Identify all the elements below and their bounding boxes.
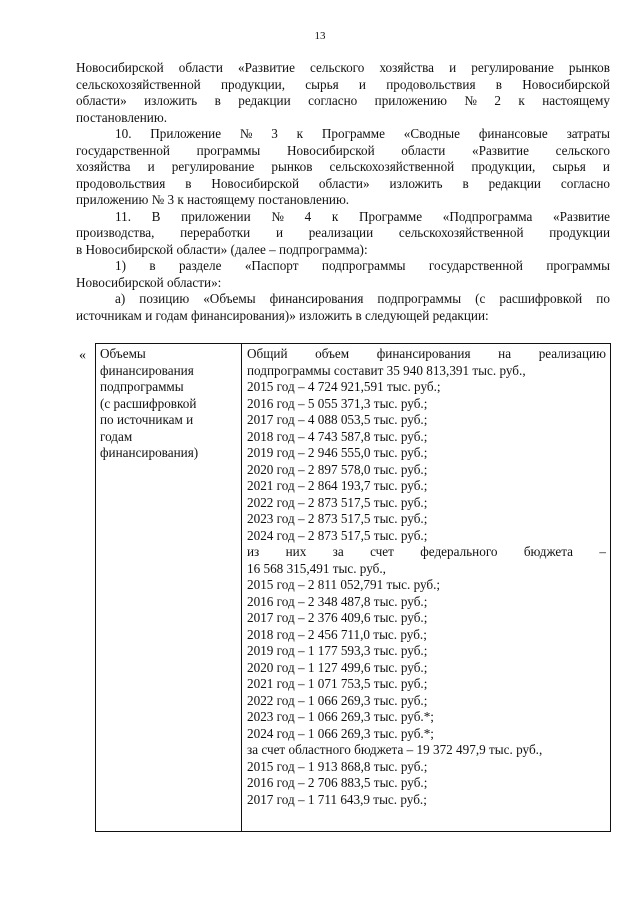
financing-line: 2024 год – 1 066 269,3 тыс. руб.*; — [247, 725, 434, 741]
label-line: финансирования — [100, 362, 194, 378]
paragraph-continuation — [76, 60, 610, 126]
row-label-cell — [96, 344, 242, 832]
financing-line: 2022 год – 2 873 517,5 тыс. руб.; — [247, 494, 428, 510]
financing-line: подпрограммы составит 35 940 813,391 тыс. руб., — [247, 362, 526, 378]
text-line: государственной программы Новосибирской области «Развитие сельского — [76, 142, 610, 158]
row-content-cell — [242, 344, 611, 832]
text-line: 11. В приложении № 4 к Программе «Подпрограмма «Развитие — [115, 208, 610, 224]
financing-line: 2023 год – 2 873 517,5 тыс. руб.; — [247, 511, 428, 526]
financing-line: 2024 год – 2 873 517,5 тыс. руб.; — [247, 527, 428, 543]
text-line: хозяйства и регулирование рынков сельскохозяйственной продукции, сырья и — [76, 159, 610, 174]
label-line: (с расшифровкой — [100, 395, 197, 411]
table-row — [96, 344, 611, 832]
paragraph-item-11 — [76, 209, 610, 259]
financing-line: 2020 год – 2 897 578,0 тыс. руб.; — [247, 461, 428, 477]
financing-line: 2015 год – 4 724 921,591 тыс. руб.; — [247, 379, 441, 394]
text-line: а) позицию «Объемы финансирования подпрограммы (с расшифровкой по — [115, 291, 610, 306]
text-line: в Новосибирской области» (далее – подпрограмма): — [76, 241, 368, 257]
financing-line: 2018 год – 4 743 587,8 тыс. руб.; — [247, 428, 428, 444]
financing-line: 2023 год – 1 066 269,3 тыс. руб.*; — [247, 709, 434, 724]
financing-table — [95, 343, 611, 832]
financing-line: 2022 год – 1 066 269,3 тыс. руб.; — [247, 692, 428, 708]
financing-line: 2019 год – 1 177 593,3 тыс. руб.; — [247, 643, 428, 658]
financing-line: 2017 год – 2 376 409,6 тыс. руб.; — [247, 610, 428, 625]
financing-line: 2015 год – 2 811 052,791 тыс. руб.; — [247, 577, 441, 592]
text-line: сельскохозяйственной продукции, сырья и продовольствия в Новосибирской — [76, 76, 610, 92]
financing-line: Общий объем финансирования на реализацию — [247, 346, 606, 361]
financing-line: 2017 год – 1 711 643,9 тыс. руб.; — [247, 791, 427, 807]
opening-quote-mark: « — [79, 348, 86, 363]
paragraph-subitem-1 — [76, 258, 610, 291]
paragraph-item-10 — [76, 126, 610, 209]
financing-line: 2020 год – 1 127 499,6 тыс. руб.; — [247, 659, 428, 675]
financing-line: за счет областного бюджета – 19 372 497,9 тыс. руб., — [247, 742, 543, 757]
text-line: Новосибирской области «Развитие сельского хозяйства и регулирование рынков — [76, 60, 610, 75]
label-line: подпрограммы — [100, 379, 184, 394]
text-line: источникам и годам финансирования)» изложить в следующей редакции: — [76, 307, 489, 323]
label-line: по источникам и — [100, 412, 194, 427]
financing-line: 2021 год – 1 071 753,5 тыс. руб.; — [247, 676, 428, 691]
text-line: 1) в разделе «Паспорт подпрограммы государственной программы — [115, 258, 610, 273]
text-line: области» изложить в редакции согласно приложению № 2 к настоящему — [76, 93, 610, 108]
financing-line: 2018 год – 2 456 711,0 тыс. руб.; — [247, 626, 427, 642]
financing-line: из них за счет федерального бюджета – — [247, 544, 606, 559]
text-line: приложению № 3 к настоящему постановлению. — [76, 192, 350, 207]
text-line: 10. Приложение № 3 к Программе «Сводные финансовые затраты — [115, 126, 610, 141]
text-line: Новосибирской области»: — [76, 274, 222, 290]
financing-line: 2019 год – 2 946 555,0 тыс. руб.; — [247, 445, 428, 460]
financing-line: 2016 год – 2 706 883,5 тыс. руб.; — [247, 775, 428, 790]
financing-line: 16 568 315,491 тыс. руб., — [247, 560, 386, 576]
label-line: годам — [100, 428, 133, 444]
financing-line: 2021 год – 2 864 193,7 тыс. руб.; — [247, 478, 428, 493]
label-line: финансирования) — [100, 445, 199, 460]
financing-line: 2016 год – 2 348 487,8 тыс. руб.; — [247, 593, 428, 609]
text-line: производства, переработки и реализации сельскохозяйственной продукции — [76, 225, 610, 240]
financing-line: 2016 год – 5 055 371,3 тыс. руб.; — [247, 395, 428, 411]
financing-line: 2017 год – 4 088 053,5 тыс. руб.; — [247, 412, 428, 427]
document-body — [76, 60, 610, 324]
page-number: 13 — [314, 30, 326, 42]
text-line: продовольствия в Новосибирской области» изложить в редакции согласно — [76, 175, 610, 191]
text-line: постановлению. — [76, 109, 168, 125]
paragraph-subitem-a — [76, 291, 610, 324]
label-line: Объемы — [100, 346, 146, 361]
financing-line: 2015 год – 1 913 868,8 тыс. руб.; — [247, 758, 428, 774]
